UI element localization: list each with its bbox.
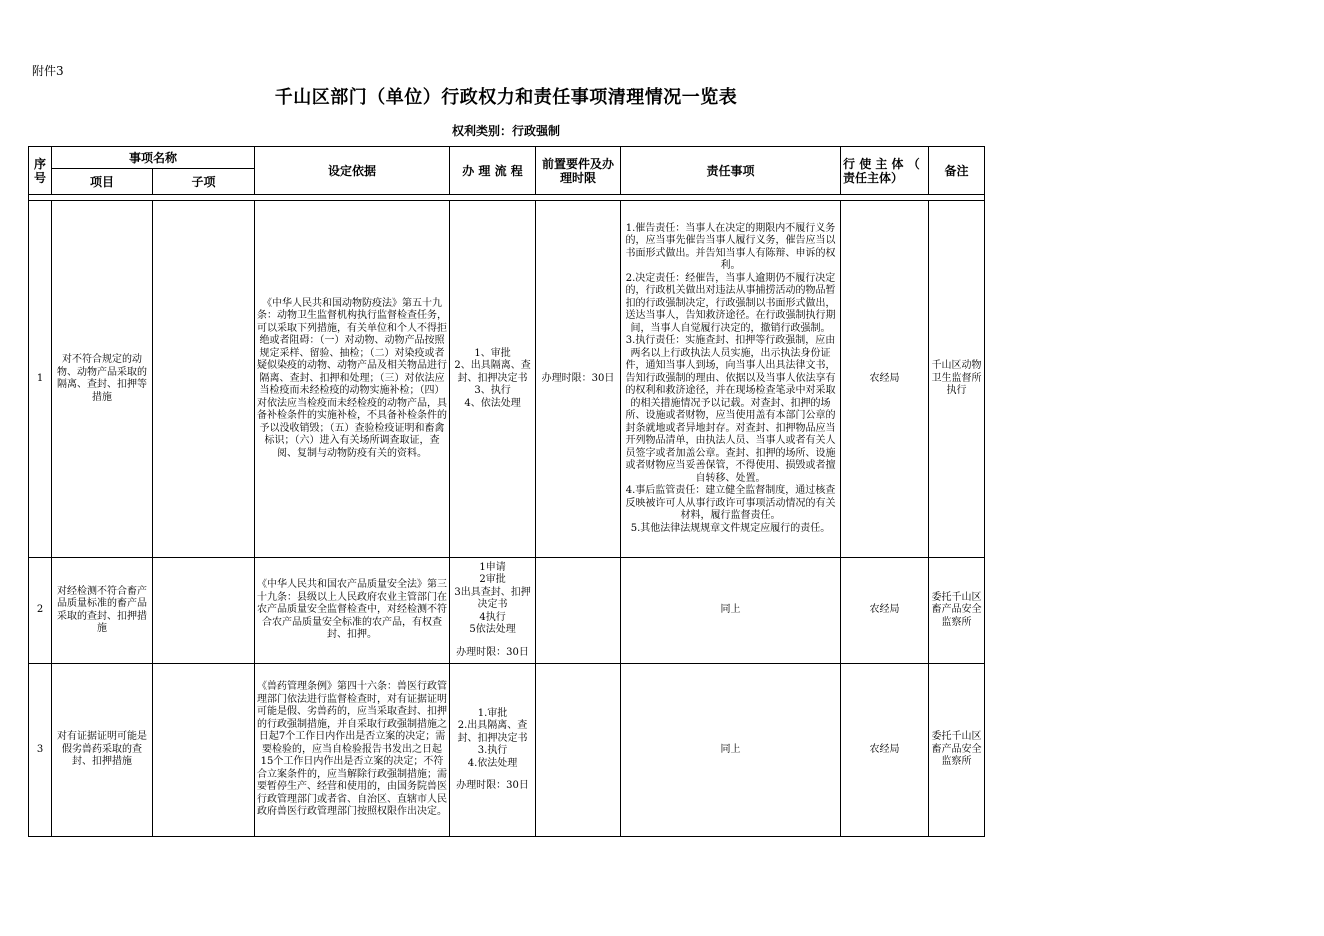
- row-basis: 《中华人民共和国农产品质量安全法》第三十九条：县级以上人民政府农业主管部门在农产品质量安全监督检查中，对经检测不符合农产品质量安全标准的农产品，有权查封、扣押。: [255, 558, 450, 664]
- row-project: 对不符合规定的动物、动物产品采取的隔离、查封、扣押等措施: [52, 201, 153, 558]
- row-responsibility: 1.催告责任：当事人在决定的期限内不履行义务的，应当事先催告当事人履行义务，催告应当以书面形式做出。并告知当事人有陈辩、申诉的权利。 2.决定责任：经催告，当事人逾期仍不履行决定的，行政机关做出对违法从事捕捞活动的物品暂扣的行政强制决定，行政强制以书面形式做出，送达当事人，告知救济途径。在行政强制执行期间，当事人自觉履行决定的，撤销行政强制。 3.执行责任：实施查封、扣押等行政强制，应由两名以上行政执法人员实施，出示执法身份证件，通知当事人到场，向当事人出具法律文书，告知行政强制的理由、依据以及当事人依法享有的权利和救济途径，并在现场检查笔录中对采取的相关措施情况予以记载。对查封、扣押的场所、设施或者财物，应当使用盖有本部门公章的封条就地或者异地封存。对查封、扣押物品应当开列物品清单，由执法人员、当事人或者有关人员签字或者加盖公章。查封、扣押的场所、设施或者财物应当妥善保管，不得使用、损毁或者擅自转移、处置。 4.事后监管责任：建立健全监督制度，通过核查反映被许可人从事行政许可事项活动情况的有关材料，履行监督责任。 5.其他法律法规规章文件规定应履行的责任。: [621, 201, 841, 558]
- header-item-name: 事项名称: [52, 147, 255, 169]
- row-project: 对经检测不符合畜产品质量标准的畜产品采取的查封、扣押措施: [52, 558, 153, 664]
- row-basis: 《兽药管理条例》第四十六条：兽医行政管理部门依法进行监督检查时，对有证据证明可能是假、劣兽药的，应当采取查封、扣押的行政强制措施，并自采取行政强制措施之日起7个工作日内作出是否立案的决定；需要检验的，应当自检验报告书发出之日起15个工作日内作出是否立案的决定；不符合立案条件的，应当解除行政强制措施；需要暂停生产、经营和使用的，由国务院兽医行政管理部门或者省、自治区、直辖市人民政府兽医行政管理部门按照权限作出决定。: [255, 664, 450, 837]
- row-subitem: [153, 664, 255, 837]
- header-project: 项目: [52, 169, 153, 195]
- header-subject: 行 使 主 体 （ 责任主体）: [841, 147, 929, 195]
- header-seq: 序 号: [29, 147, 52, 195]
- header-responsibility: 责任事项: [621, 147, 841, 195]
- page-title: 千山区部门（单位）行政权力和责任事项清理情况一览表: [274, 87, 738, 108]
- row-process-deadline: 办理时限：30日: [456, 780, 529, 791]
- table-row: [29, 558, 985, 664]
- header-basis: 设定依据: [255, 147, 450, 195]
- attachment-label: 附件3: [32, 64, 64, 78]
- row-basis: 《中华人民共和国动物防疫法》第五十九条：动物卫生监督机构执行监督检查任务，可以采取下列措施，有关单位和个人不得拒绝或者阻碍：（一）对动物、动物产品按照规定采样、留验、抽检；（二）对染疫或者疑似染疫的动物、动物产品及相关物品进行隔离、查封、扣押和处理；（三）对依法应当检疫而未经检疫的动物实施补检；（四）对依法应当检疫而未经检疫的动物产品，具备补检条件的实施补检，不具备补检条件的予以没收销毁；（五）查验检疫证明和畜禽标识；（六）进入有关场所调查取证，查阅、复制与动物防疫有关的资料。: [255, 201, 450, 558]
- row-remark: 委托千山区畜产品安全监察所: [929, 664, 985, 837]
- header-prerequisite: 前置要件及办 理时限: [536, 147, 621, 195]
- row-subitem: [153, 558, 255, 664]
- header-remark: 备注: [929, 147, 985, 195]
- header-subitem: 子项: [153, 169, 255, 195]
- table-row: [29, 201, 985, 558]
- row-responsibility: 同上: [621, 558, 841, 664]
- row-subject: 农经局: [841, 664, 929, 837]
- row-subitem: [153, 201, 255, 558]
- table-row: [29, 664, 985, 837]
- row-seq: 1: [29, 201, 52, 558]
- row-subject: 农经局: [841, 201, 929, 558]
- header-process: 办 理 流 程: [450, 147, 536, 195]
- row-project: 对有证据证明可能是假劣兽药采取的查封、扣押措施: [52, 664, 153, 837]
- row-process: 1、审批 2、出具隔离、查封、扣押决定书 3、执行 4、依法处理: [450, 201, 536, 558]
- row-seq: 2: [29, 558, 52, 664]
- row-seq: 3: [29, 664, 52, 837]
- row-process-deadline: 办理时限：30日: [456, 646, 529, 658]
- row-process-cell: [450, 558, 536, 664]
- row-prerequisite: [536, 664, 621, 837]
- row-prerequisite: [536, 558, 621, 664]
- power-category: 权利类别：行政强制: [451, 124, 560, 138]
- row-remark: 委托千山区畜产品安全监察所: [929, 558, 985, 664]
- row-process: 1.审批 2.出具隔离、查封、扣押决定书 3.执行 4.依法处理: [457, 707, 528, 769]
- row-remark: 千山区动物卫生监督所执行: [929, 201, 985, 558]
- row-responsibility: 同上: [621, 664, 841, 837]
- row-subject: 农经局: [841, 558, 929, 664]
- row-process-cell: [450, 664, 536, 837]
- row-process: 1申请 2审批 3出具查封、扣押决定书 4执行 5依法处理: [454, 561, 531, 636]
- power-list-table: [28, 146, 985, 837]
- row-prerequisite: 办理时限：30日: [536, 201, 621, 558]
